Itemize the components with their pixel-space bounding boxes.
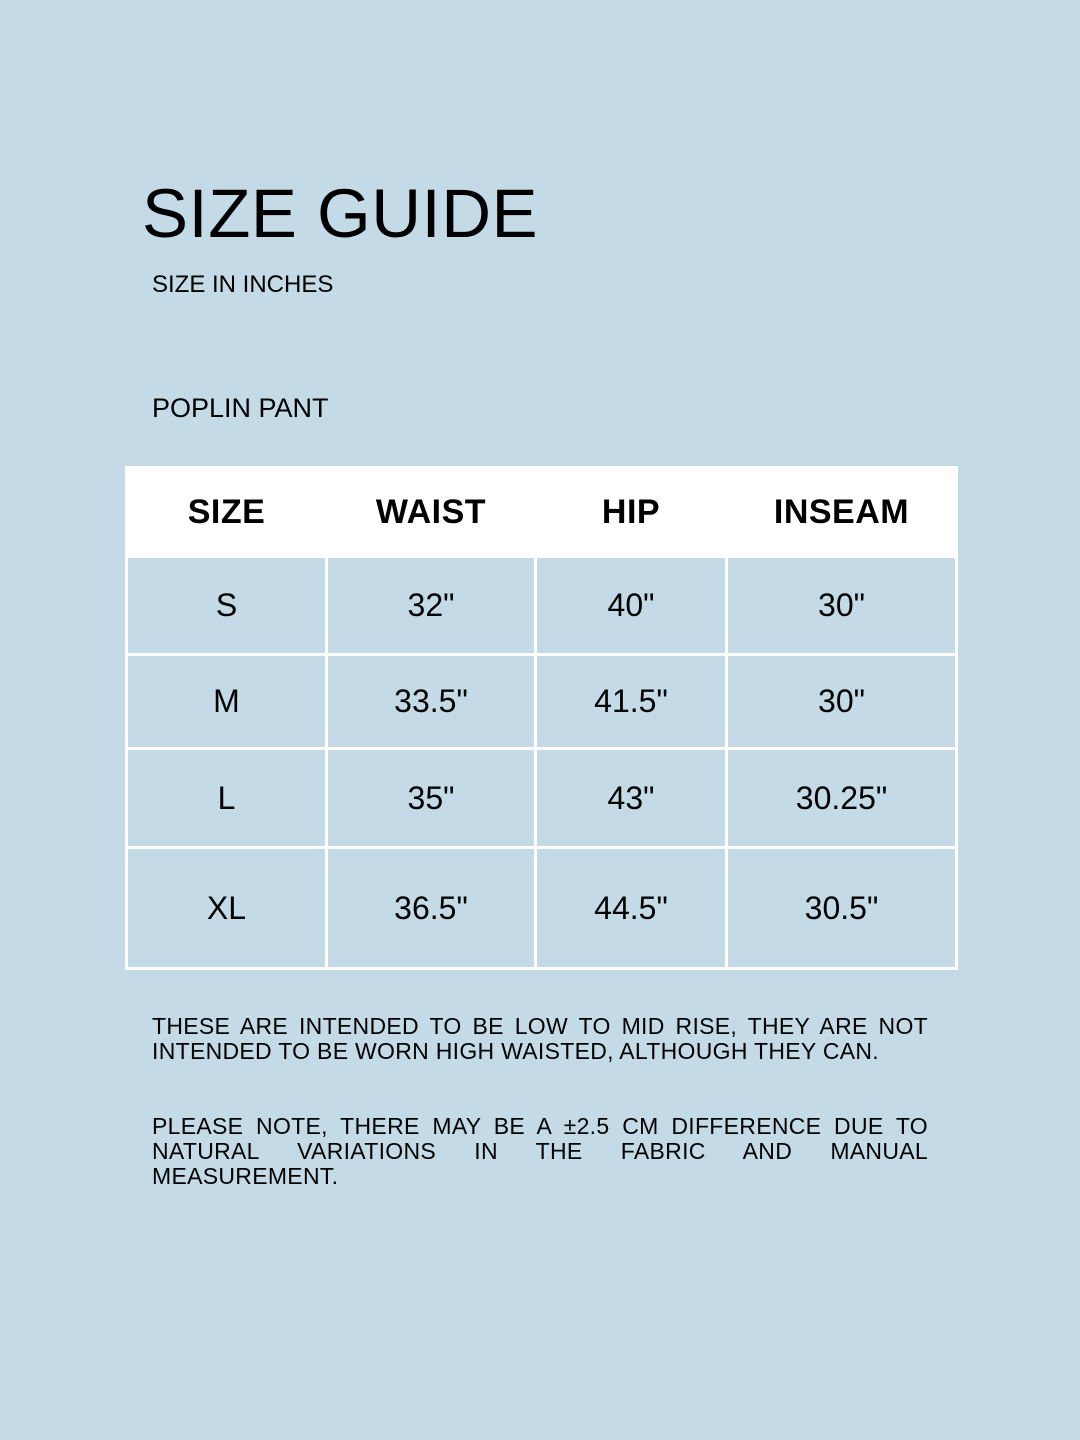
cell-waist: 35": [327, 749, 536, 848]
cell-hip: 44.5": [536, 848, 727, 969]
page-title: SIZE GUIDE: [142, 175, 539, 252]
table-row: [127, 557, 957, 655]
column-header-size: SIZE: [127, 468, 327, 557]
cell-size: S: [127, 557, 327, 655]
cell-hip: 40": [536, 557, 727, 655]
column-header-inseam: INSEAM: [727, 468, 957, 557]
size-table: [125, 466, 958, 970]
cell-hip: 43": [536, 749, 727, 848]
cell-size: L: [127, 749, 327, 848]
fit-note: THESE ARE INTENDED TO BE LOW TO MID RISE, THEY ARE NOT INTENDED TO BE WORN HIGH WAISTED, ALTHOUGH THEY CAN.: [152, 1013, 928, 1064]
cell-inseam: 30.25": [727, 749, 957, 848]
cell-waist: 33.5": [327, 655, 536, 749]
page-subtitle: SIZE IN INCHES: [152, 271, 334, 298]
table-row: [127, 655, 957, 749]
cell-waist: 36.5": [327, 848, 536, 969]
measurement-disclaimer: PLEASE NOTE, THERE MAY BE A ±2.5 CM DIFFERENCE DUE TO NATURAL VARIATIONS IN THE FABRIC AND MANUAL MEASUREMENT.: [152, 1113, 928, 1189]
column-header-hip: HIP: [536, 468, 727, 557]
cell-size: XL: [127, 848, 327, 969]
column-header-waist: WAIST: [327, 468, 536, 557]
cell-inseam: 30.5": [727, 848, 957, 969]
table-row: [127, 749, 957, 848]
table-row: [127, 848, 957, 969]
cell-waist: 32": [327, 557, 536, 655]
cell-inseam: 30": [727, 655, 957, 749]
product-name: POPLIN PANT: [152, 393, 329, 423]
cell-size: M: [127, 655, 327, 749]
table-header-row: [127, 468, 957, 557]
cell-hip: 41.5": [536, 655, 727, 749]
cell-inseam: 30": [727, 557, 957, 655]
